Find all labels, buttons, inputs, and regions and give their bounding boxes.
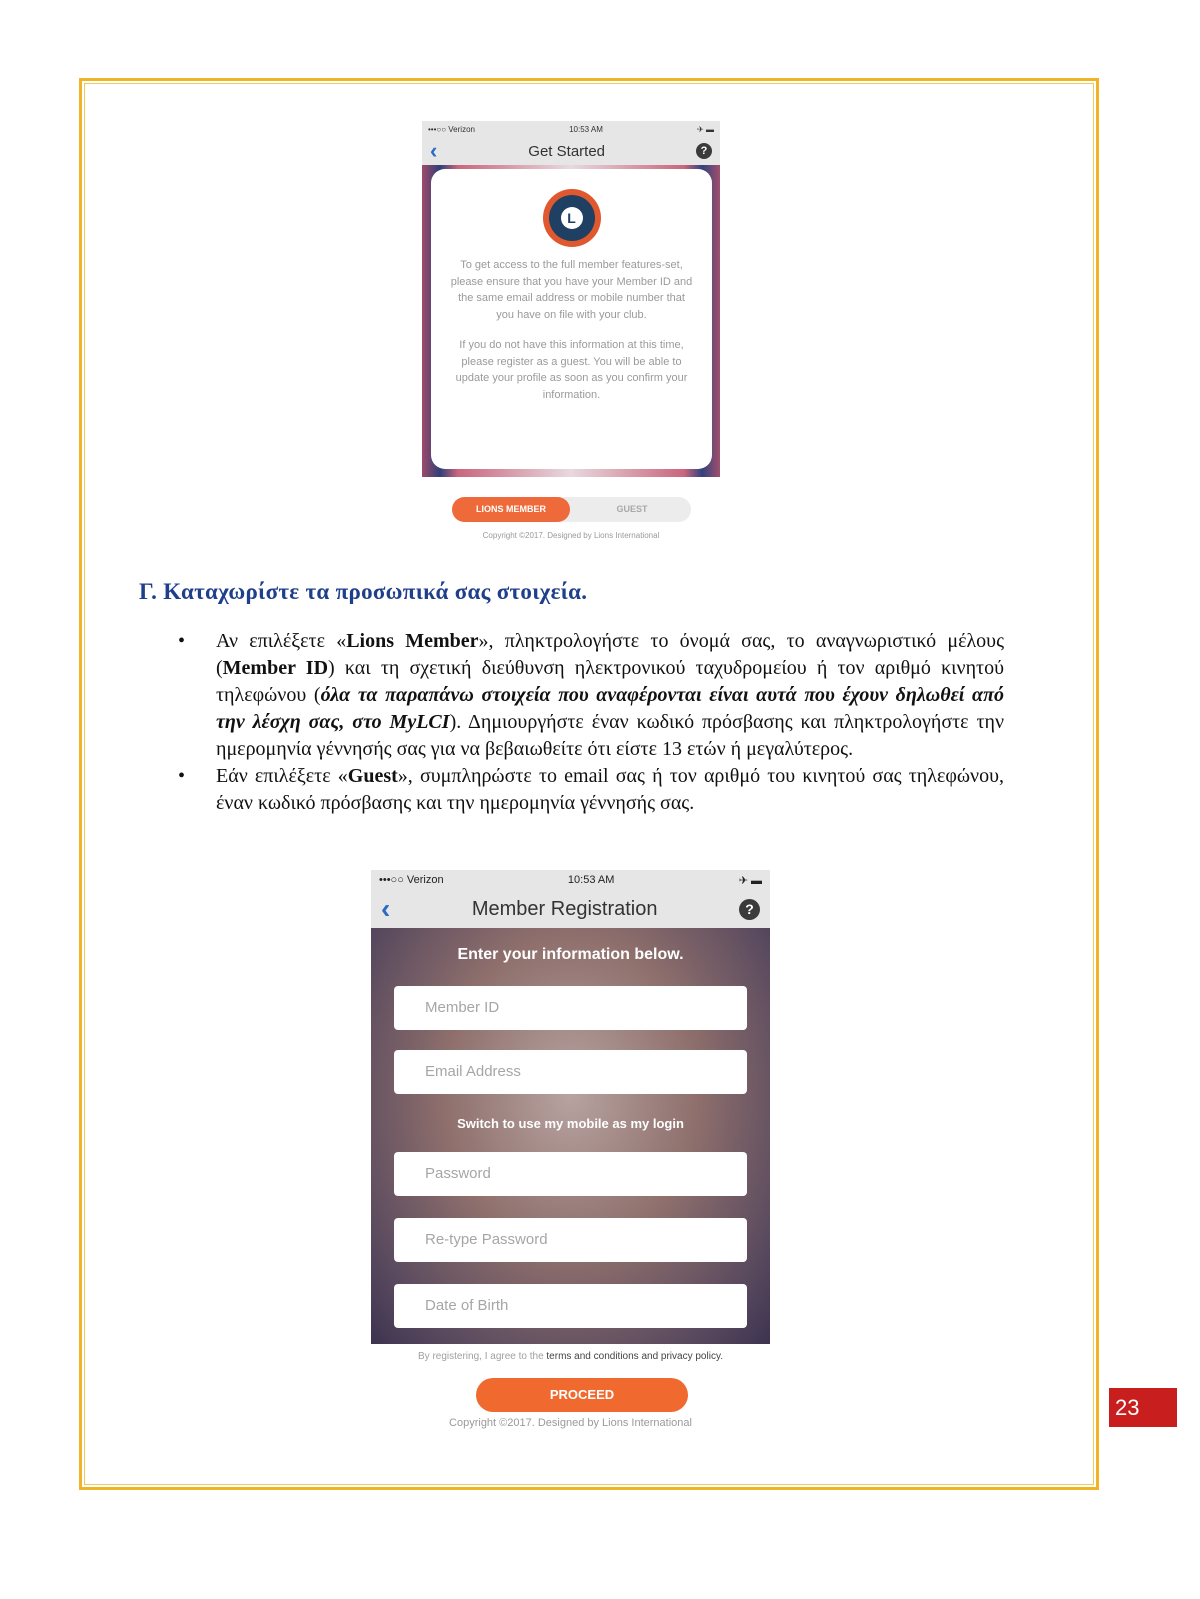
nav-bar <box>371 890 770 928</box>
copyright-text: Copyright ©2017. Designed by Lions International <box>449 1417 692 1429</box>
battery-icon: ✈ ▬ <box>738 874 762 887</box>
date-of-birth-input[interactable]: Date of Birth <box>394 1284 747 1328</box>
retype-password-input[interactable]: Re-type Password <box>394 1218 747 1262</box>
question-icon[interactable]: ? <box>696 143 712 159</box>
section-heading: Γ. Καταχωρίστε τα προσωπικά σας στοιχεία. <box>139 579 588 604</box>
terms-link[interactable]: terms and conditions and privacy policy. <box>546 1351 723 1362</box>
form-heading: Enter your information below. <box>457 946 684 963</box>
lions-logo-icon: L <box>543 189 601 247</box>
bullet-icon: • <box>178 765 186 787</box>
intro-text-2: If you do not have this information at this time, please register as a guest. You will be able to update your profile as soon as you confirm your information. <box>455 339 688 401</box>
mobile-login-switch[interactable]: Switch to use my mobile as my login <box>457 1116 684 1131</box>
screen-title: Member Registration <box>471 897 658 920</box>
bullet-icon: • <box>178 630 186 652</box>
terms-text: By registering, I agree to the terms and conditions and privacy policy. <box>418 1351 723 1362</box>
copyright-text: Copyright ©2017. Designed by Lions International <box>482 531 660 540</box>
guest-option[interactable]: GUEST <box>616 504 648 514</box>
instruction-list <box>170 628 1004 817</box>
page-number-badge: 23 <box>1109 1388 1177 1427</box>
time-label: 10:53 AM <box>569 124 603 134</box>
member-id-input[interactable]: Member ID <box>394 986 747 1030</box>
carrier-label: •••○○ Verizon <box>428 124 475 134</box>
list-item: • Αν επιλέξετε «Lions Member», πληκτρολογήστε το όνομά σας, το αναγνωριστικό μέλους (Member ID) και τη σχετική διεύθυνση ηλεκτρονικού ταχυδρομείου ή τον αριθμό κινητού τηλεφώνου (όλα τα παραπάνω στοιχεία που αναφέρονται είναι αυτά που έχουν δηλωθεί από την λέσχη σας, στο MyLCI). Δημιουργήστε έναν κωδικό πρόσβασης και πληκτρολογήστε την ημερομηνία γέννησής σας για να βεβαιωθείτε ότι είστε 13 ετών ή μεγαλύτερος. <box>178 630 1005 760</box>
password-input[interactable]: Password <box>394 1152 747 1196</box>
back-chevron-icon[interactable]: ‹ <box>381 893 391 924</box>
battery-icon: ✈ ▬ <box>697 124 714 134</box>
question-icon[interactable]: ? <box>739 899 760 920</box>
info-card <box>431 169 712 469</box>
carrier-label: •••○○ Verizon <box>379 874 444 886</box>
intro-text-1: To get access to the full member features-set, please ensure that you have your Member ID and the same email address or mobile number that you have on file with your club. <box>450 259 693 321</box>
lions-member-option[interactable]: LIONS MEMBER <box>452 497 570 522</box>
time-label: 10:53 AM <box>567 874 615 886</box>
member-registration-screenshot <box>371 870 770 1344</box>
status-bar <box>422 121 720 137</box>
back-chevron-icon[interactable]: ‹ <box>430 138 438 163</box>
member-type-toggle[interactable] <box>452 497 691 522</box>
proceed-button[interactable]: PROCEED <box>476 1378 688 1412</box>
screen-title: Get Started <box>528 142 606 160</box>
nav-bar <box>422 137 720 165</box>
email-input[interactable]: Email Address <box>394 1050 747 1094</box>
status-bar <box>371 870 770 890</box>
get-started-screenshot <box>422 121 720 477</box>
list-item: • Εάν επιλέξετε «Guest», συμπληρώστε το email σας ή τον αριθμό του κινητού σας τηλεφώνου, έναν κωδικό πρόσβασης και την ημερομηνία γέννησής σας. <box>178 765 1005 814</box>
